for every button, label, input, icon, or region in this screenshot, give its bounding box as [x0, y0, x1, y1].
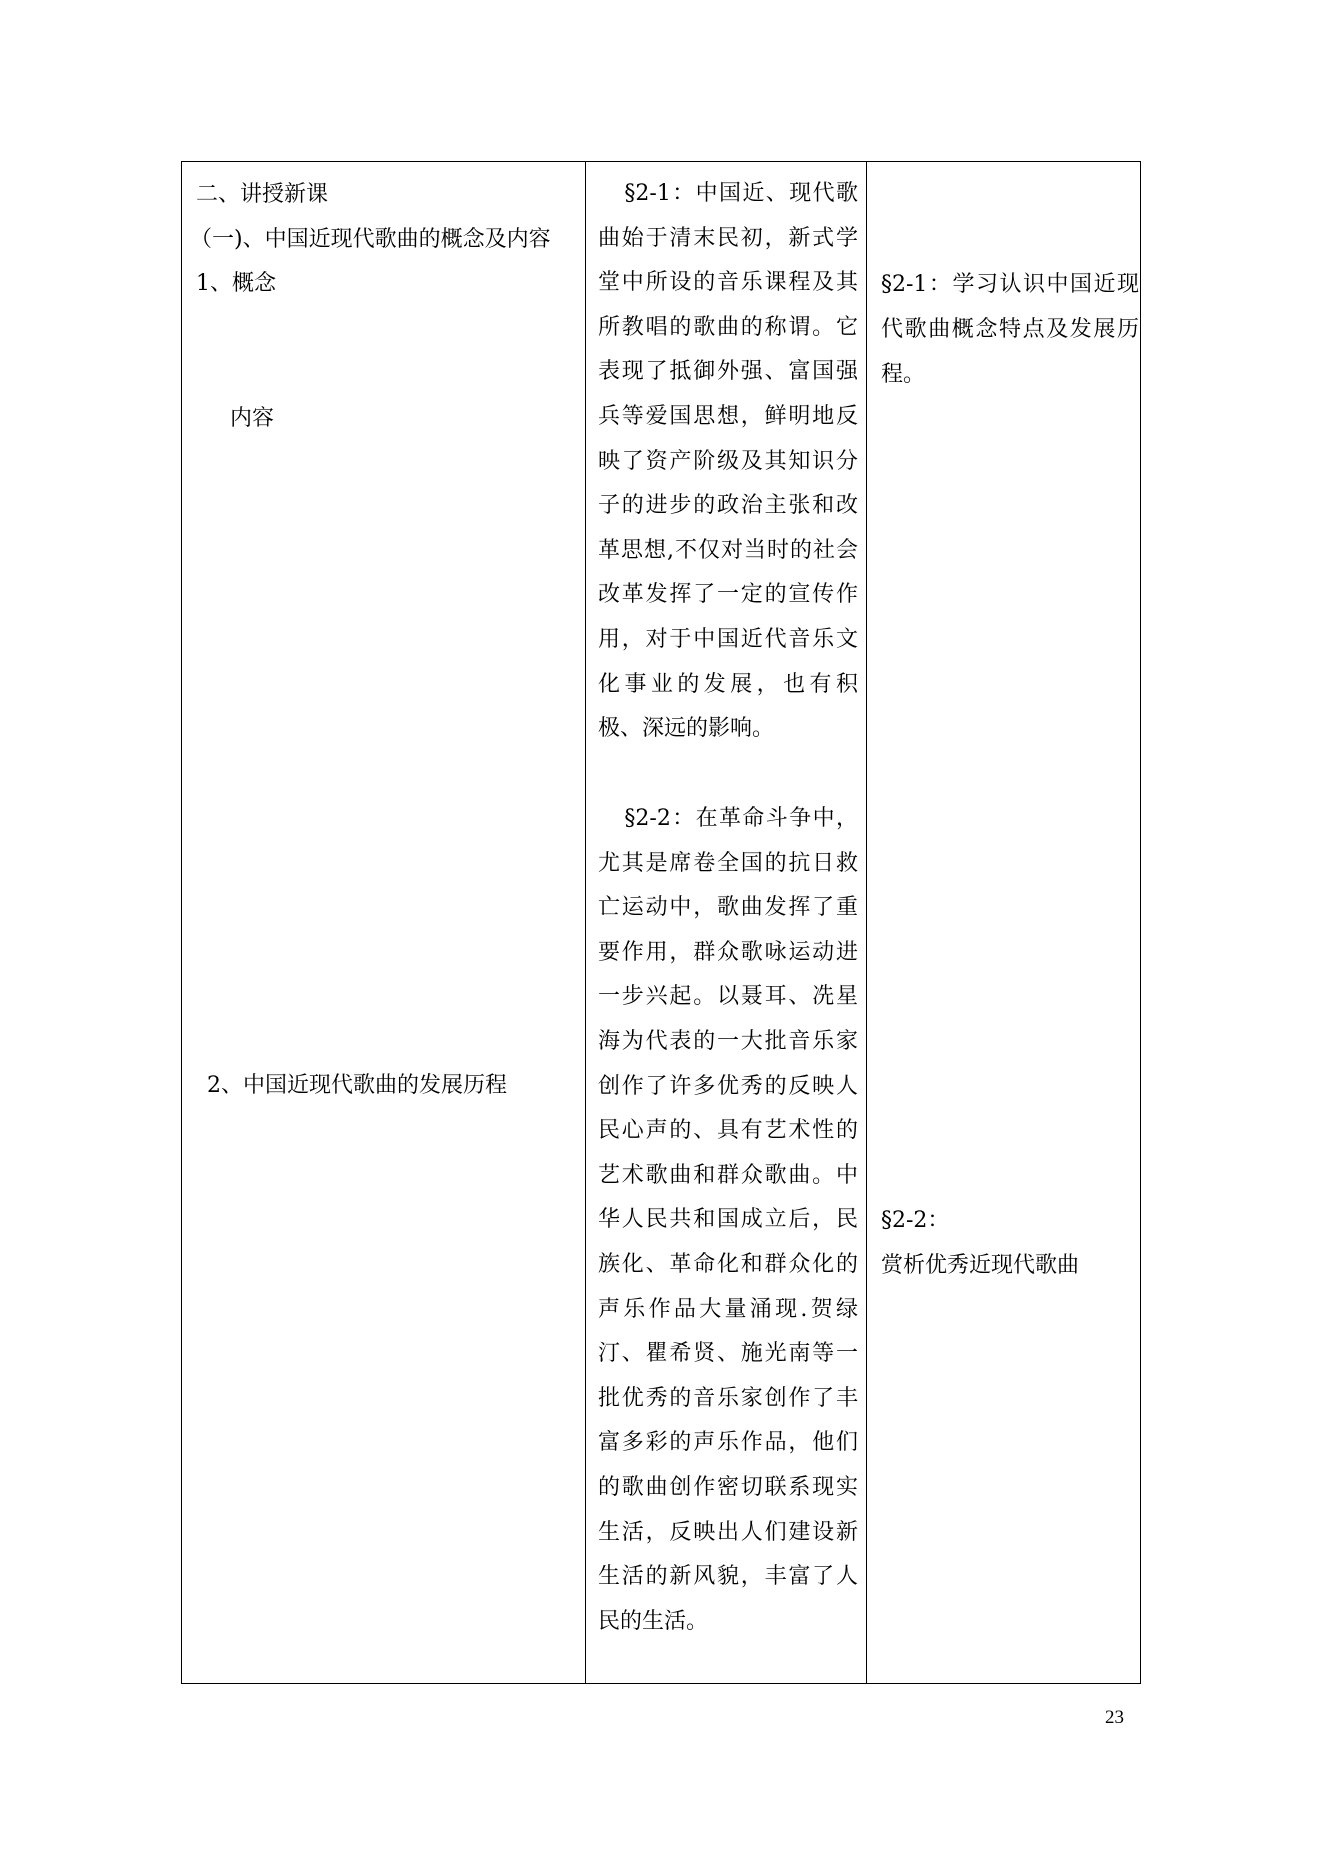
page-number: 23 [1105, 1707, 1124, 1728]
activity-1-text: §2-1：学习认识中国近现代歌曲概念特点及发展历程。 [881, 272, 1139, 387]
activity-2-text: 赏析优秀近现代歌曲 [881, 1253, 1080, 1278]
teaching-content-column [182, 162, 586, 1683]
content-label: 内容 [230, 406, 275, 431]
explanation-column [586, 162, 867, 1683]
activity-2-label: §2-2： [881, 1208, 950, 1233]
development-history-label: 2、中国近现代歌曲的发展历程 [207, 1073, 507, 1098]
explanation-paragraph-1: §2-1：中国近、现代歌曲始于清末民初，新式学堂中所设的音乐课程及其所教唱的歌曲的称谓。它表现了抵御外强、富国强兵等爱国思想，鲜明地反映了资产阶级及其知识分子的进步的政治主张和改革思想,不仅对当时的社会改革发挥了一定的宣传作用，对于中国近代音乐文化事业的发展，也有积极、深远的影响。 [598, 181, 858, 742]
section-heading: 二、讲授新课 [196, 182, 329, 207]
student-activity-column [867, 162, 1140, 1683]
lesson-plan-table [181, 161, 1141, 1684]
concept-label: 1、概念 [196, 271, 276, 296]
subsection-heading: （一)、中国近现代歌曲的概念及内容 [190, 227, 551, 252]
explanation-paragraph-2: §2-2：在革命斗争中，尤其是席卷全国的抗日救亡运动中，歌曲发挥了重要作用，群众歌咏运动进一步兴起。以聂耳、冼星海为代表的一大批音乐家创作了许多优秀的反映人民心声的、具有艺术性的艺术歌曲和群众歌曲。中华人民共和国成立后，民族化、革命化和群众化的声乐作品大量涌现.贺绿汀、瞿希贤、施光南等一批优秀的音乐家创作了丰富多彩的声乐作品，他们的歌曲创作密切联系现实生活，反映出人们建设新生活的新风貌，丰富了人民的生活。 [598, 806, 858, 1634]
